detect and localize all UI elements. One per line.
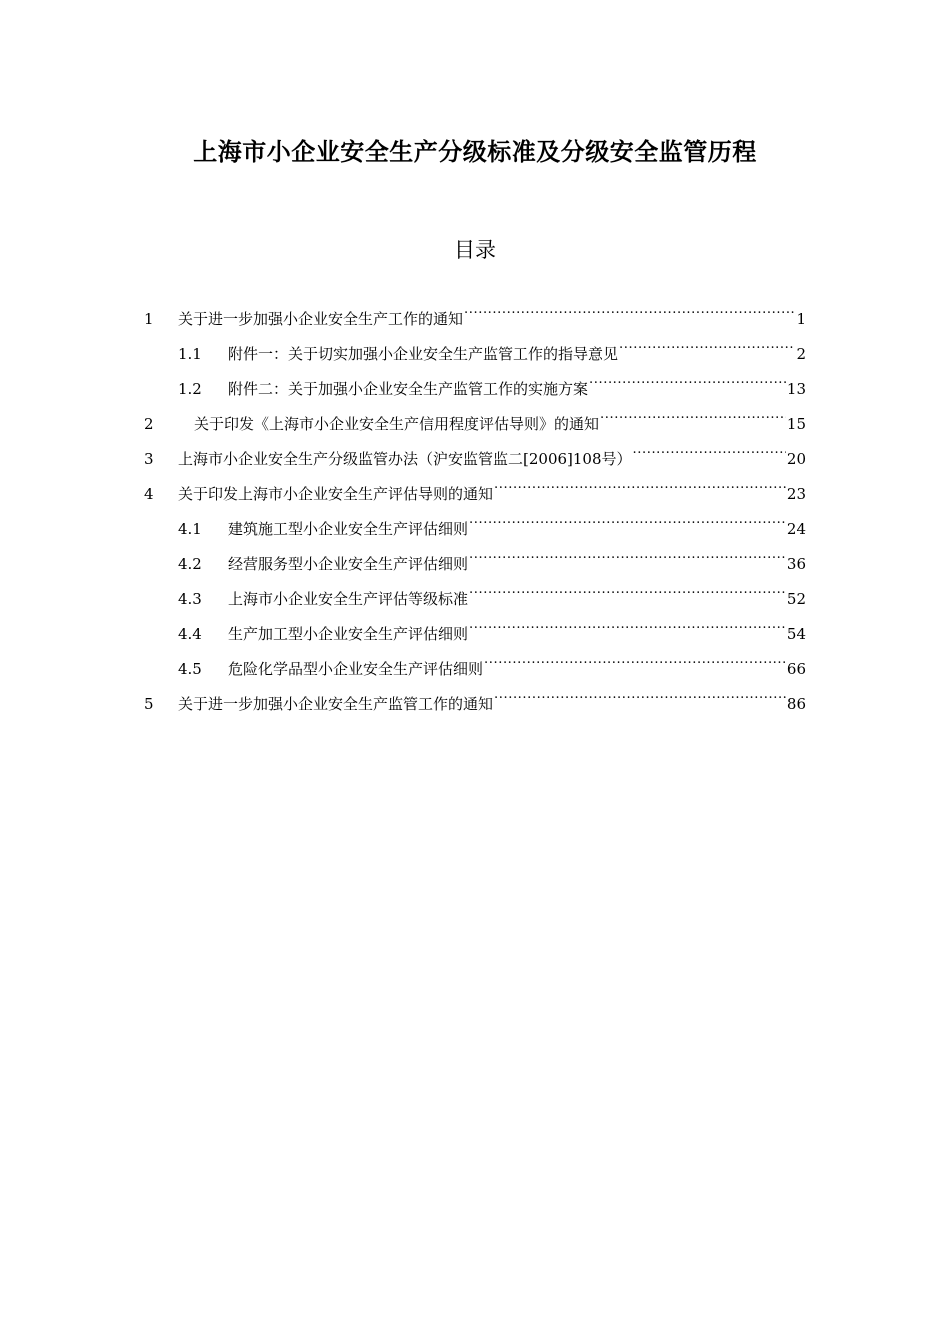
toc-entry-page: 24 xyxy=(786,520,806,538)
toc-entry-title: 上海市小企业安全生产分级监管办法（沪安监管监二[2006]108号） xyxy=(178,450,632,468)
toc-entry-number: 1.1 xyxy=(178,345,202,363)
toc-dot-leader xyxy=(484,650,786,674)
toc-entry-4-4[interactable] xyxy=(144,615,806,650)
toc-entry-number: 4.1 xyxy=(178,520,202,538)
toc-entry-page: 1 xyxy=(796,310,806,328)
toc-entry-page: 86 xyxy=(786,695,806,713)
toc-heading: 目录 xyxy=(454,238,496,262)
toc-entry-number: 4.2 xyxy=(178,555,202,573)
toc-entry-number: 4.4 xyxy=(178,625,202,643)
toc-dot-leader xyxy=(633,440,786,464)
toc-entry-page: 54 xyxy=(786,625,806,643)
toc-entry-4-2[interactable] xyxy=(144,545,806,580)
toc-entry-number: 5 xyxy=(144,695,154,713)
toc-dot-leader xyxy=(494,475,786,499)
toc-entry-title: 关于印发上海市小企业安全生产评估导则的通知 xyxy=(178,485,494,503)
toc-entry-title: 附件二：关于加强小企业安全生产监管工作的实施方案 xyxy=(228,380,589,398)
toc-entry-number: 3 xyxy=(144,450,154,468)
toc-entry-title: 关于进一步加强小企业安全生产监管工作的通知 xyxy=(178,695,494,713)
toc-entry-number: 4.3 xyxy=(178,590,202,608)
toc-dot-leader xyxy=(469,580,786,604)
toc-entry-4-3[interactable] xyxy=(144,580,806,615)
toc-entry-page: 23 xyxy=(786,485,806,503)
table-of-contents xyxy=(144,300,806,720)
toc-entry-page: 15 xyxy=(786,415,806,433)
toc-entry-4-5[interactable] xyxy=(144,650,806,685)
toc-entry-3[interactable] xyxy=(144,440,806,475)
toc-entry-page: 13 xyxy=(786,380,806,398)
toc-entry-number: 2 xyxy=(144,415,154,433)
toc-entry-number: 4.5 xyxy=(178,660,202,678)
toc-dot-leader xyxy=(619,335,795,359)
toc-entry-1-2[interactable] xyxy=(144,370,806,405)
toc-entry-title: 生产加工型小企业安全生产评估细则 xyxy=(228,625,469,643)
toc-dot-leader xyxy=(600,405,786,429)
toc-entry-page: 52 xyxy=(786,590,806,608)
toc-dot-leader xyxy=(589,370,786,394)
toc-dot-leader xyxy=(469,615,786,639)
toc-entry-4-1[interactable] xyxy=(144,510,806,545)
toc-entry-title: 建筑施工型小企业安全生产评估细则 xyxy=(228,520,469,538)
toc-entry-page: 66 xyxy=(786,660,806,678)
toc-dot-leader xyxy=(464,300,795,324)
document-title: 上海市小企业安全生产分级标准及分级安全监管历程 xyxy=(193,137,757,166)
toc-dot-leader xyxy=(494,685,786,709)
toc-entry-number: 1 xyxy=(144,310,154,328)
toc-entry-title: 上海市小企业安全生产评估等级标准 xyxy=(228,590,469,608)
toc-entry-page: 20 xyxy=(786,450,806,468)
toc-entry-5[interactable] xyxy=(144,685,806,720)
toc-entry-1[interactable] xyxy=(144,300,806,335)
toc-dot-leader xyxy=(469,545,786,569)
toc-entry-4[interactable] xyxy=(144,475,806,510)
toc-entry-title: 附件一：关于切实加强小企业安全生产监管工作的指导意见 xyxy=(228,345,619,363)
toc-entry-title: 危险化学品型小企业安全生产评估细则 xyxy=(228,660,484,678)
toc-entry-title: 关于进一步加强小企业安全生产工作的通知 xyxy=(178,310,464,328)
toc-entry-title: 关于印发《上海市小企业安全生产信用程度评估导则》的通知 xyxy=(194,415,600,433)
toc-entry-number: 4 xyxy=(144,485,154,503)
toc-entry-2[interactable] xyxy=(144,405,806,440)
toc-entry-number: 1.2 xyxy=(178,380,202,398)
toc-entry-page: 36 xyxy=(786,555,806,573)
toc-entry-1-1[interactable] xyxy=(144,335,806,370)
toc-entry-page: 2 xyxy=(796,345,806,363)
toc-entry-title: 经营服务型小企业安全生产评估细则 xyxy=(228,555,469,573)
toc-dot-leader xyxy=(469,510,786,534)
